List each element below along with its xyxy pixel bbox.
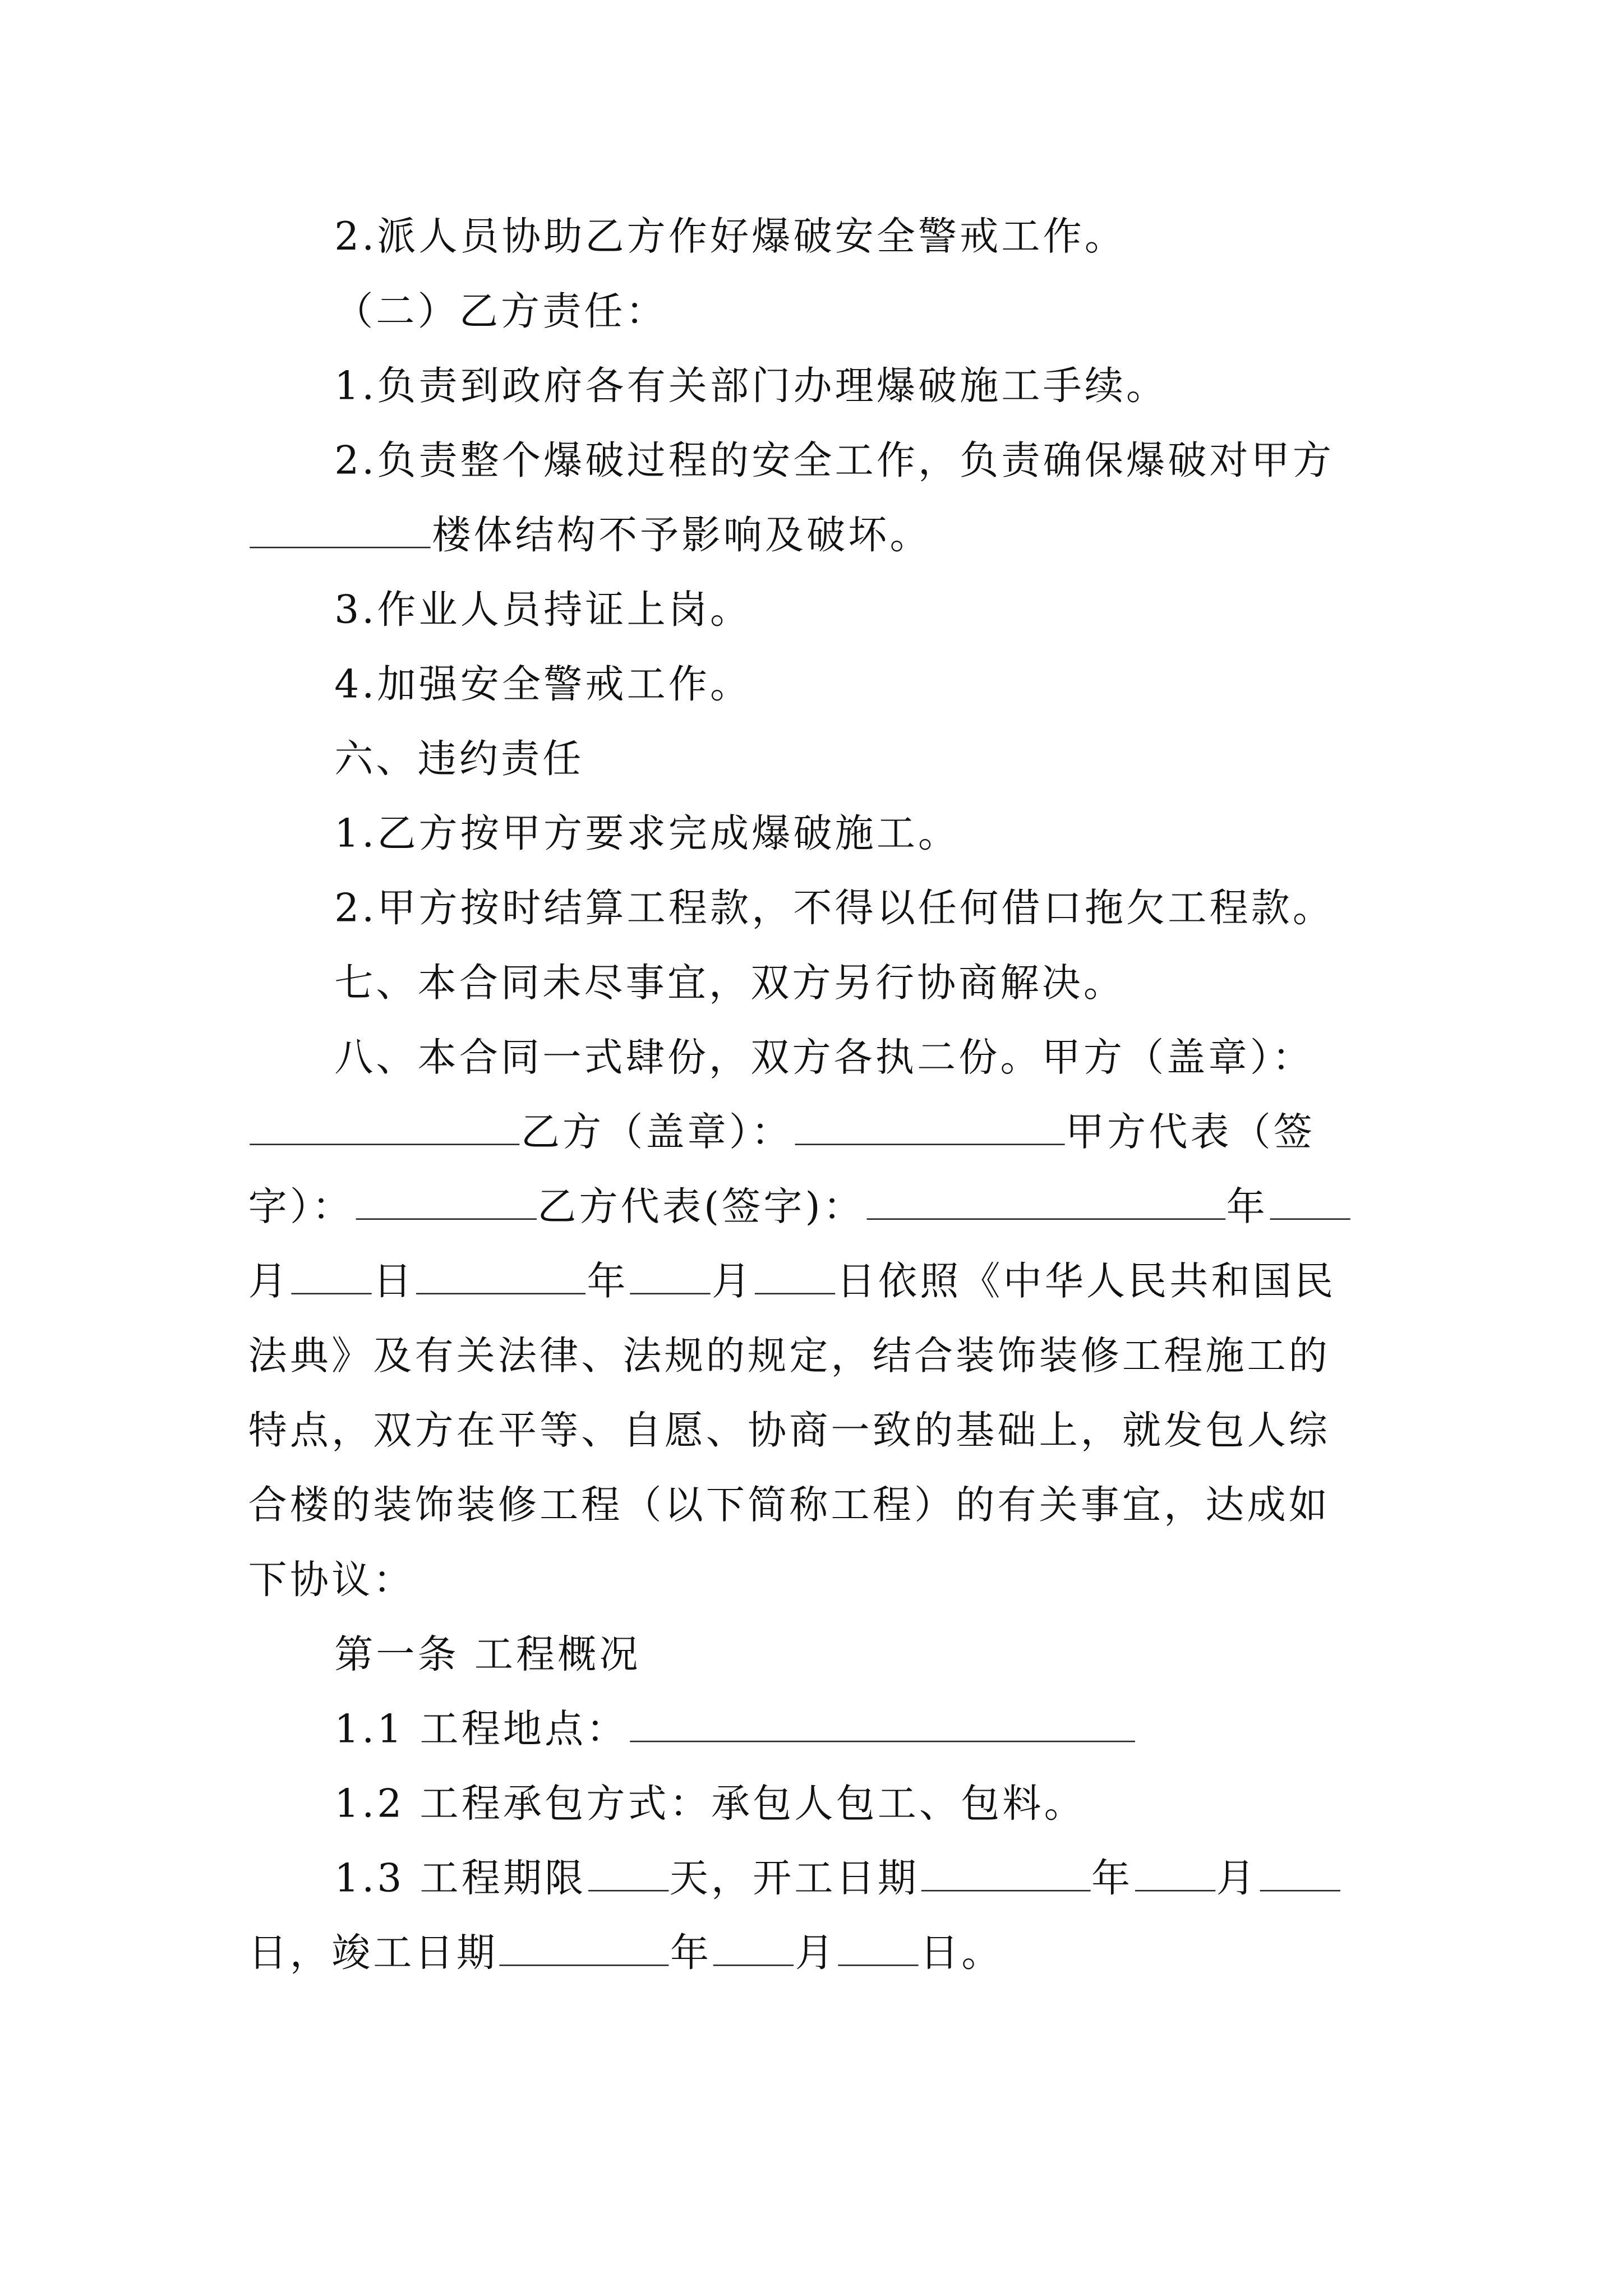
signature-line-1 bbox=[248, 1105, 1315, 1162]
text: 3.作业人员持证上岗。 bbox=[334, 588, 752, 633]
text: 合楼的装饰装修工程（以下简称工程）的有关事宜，达成如 bbox=[248, 1483, 1331, 1529]
fill-blank bbox=[355, 1179, 536, 1220]
clause-breach-2 bbox=[334, 881, 1334, 938]
text: 乙方（盖章）： bbox=[520, 1110, 793, 1155]
fill-blank bbox=[250, 508, 430, 548]
text: 1.1 工程地点： bbox=[334, 1707, 628, 1753]
fill-blank bbox=[755, 1254, 835, 1294]
text: 月 bbox=[248, 1260, 290, 1304]
signature-line-2 bbox=[248, 1179, 1352, 1237]
text: 字）： bbox=[248, 1185, 354, 1230]
text: 年 bbox=[670, 1931, 712, 1976]
clause-party-b-4 bbox=[334, 657, 751, 714]
fill-blank bbox=[794, 1105, 1064, 1145]
text: 日依照《中华人民共和国民 bbox=[836, 1260, 1336, 1304]
clause-party-a-2 bbox=[334, 210, 1126, 267]
date-line bbox=[248, 1254, 1336, 1311]
text: 1.负责到政府各有关部门办理爆破施工手续。 bbox=[334, 364, 1168, 409]
text: （二）乙方责任： bbox=[334, 289, 667, 335]
fill-blank bbox=[713, 1926, 794, 1966]
text: 第一条 工程概况 bbox=[334, 1633, 641, 1678]
text: 2.派人员协助乙方作好爆破安全警戒工作。 bbox=[334, 215, 1127, 260]
text: 六、违约责任 bbox=[334, 737, 584, 782]
text: 日 bbox=[373, 1260, 415, 1304]
clause-party-b-1 bbox=[334, 359, 1168, 416]
clause-breach-1 bbox=[334, 806, 960, 864]
text: 乙方代表(签字)： bbox=[537, 1185, 865, 1230]
fill-blank bbox=[921, 1851, 1090, 1892]
text: 日，竣工日期 bbox=[248, 1931, 498, 1976]
clause-party-b-2 bbox=[334, 434, 1334, 491]
text: 天，开工日期 bbox=[669, 1857, 919, 1902]
article-one-heading bbox=[334, 1628, 641, 1685]
fill-blank bbox=[250, 1105, 519, 1145]
clause-1-3 bbox=[334, 1851, 1341, 1908]
preamble-line-1 bbox=[248, 1329, 1330, 1386]
section-heading-breach bbox=[334, 732, 584, 789]
text: 年 bbox=[1091, 1857, 1133, 1902]
fill-blank bbox=[866, 1179, 1225, 1220]
clause-1-2 bbox=[334, 1777, 1086, 1834]
text: 2.甲方按时结算工程款，不得以任何借口拖欠工程款。 bbox=[334, 887, 1335, 932]
fill-blank bbox=[416, 1254, 585, 1294]
text: 2.负责整个爆破过程的安全工作，负责确保爆破对甲方 bbox=[334, 439, 1335, 484]
clause-party-b-3 bbox=[334, 583, 751, 640]
fill-blank bbox=[630, 1254, 710, 1294]
text: 4.加强安全警戒工作。 bbox=[334, 663, 752, 708]
text: 月 bbox=[712, 1260, 754, 1304]
section-heading-party-b bbox=[334, 284, 667, 342]
clause-party-b-2-cont bbox=[248, 508, 932, 565]
text: 1.2 工程承包方式：承包人包工、包料。 bbox=[334, 1782, 1086, 1827]
text: 特点，双方在平等、自愿、协商一致的基础上，就发包人综 bbox=[248, 1409, 1331, 1454]
text: 月 bbox=[795, 1931, 837, 1976]
text: 1.乙方按甲方要求完成爆破施工。 bbox=[334, 812, 960, 857]
clause-1-3-cont bbox=[248, 1926, 1003, 1983]
text: 下协议： bbox=[248, 1558, 415, 1603]
text: 1.3 工程期限 bbox=[334, 1857, 587, 1902]
fill-blank bbox=[1259, 1851, 1339, 1892]
fill-blank bbox=[1269, 1179, 1349, 1220]
fill-blank bbox=[499, 1926, 668, 1966]
preamble-line-2 bbox=[248, 1404, 1330, 1461]
text: 法典》及有关法律、法规的规定，结合装饰装修工程施工的 bbox=[248, 1334, 1331, 1380]
preamble-line-4 bbox=[248, 1553, 415, 1610]
text: 日。 bbox=[920, 1931, 1003, 1976]
clause-1-1 bbox=[334, 1702, 1136, 1759]
text: 八、本合同一式肆份，双方各执二份。甲方（盖章）： bbox=[334, 1036, 1314, 1081]
fill-blank bbox=[588, 1851, 668, 1892]
text: 楼体结构不予影响及破坏。 bbox=[432, 514, 932, 559]
preamble-line-3 bbox=[248, 1478, 1330, 1536]
text: 年 bbox=[587, 1260, 629, 1304]
fill-blank bbox=[291, 1254, 371, 1294]
fill-blank bbox=[838, 1926, 918, 1966]
text: 月 bbox=[1216, 1857, 1258, 1902]
clause-eight bbox=[334, 1030, 1313, 1087]
text: 年 bbox=[1226, 1185, 1268, 1230]
text: 甲方代表（签 bbox=[1065, 1110, 1316, 1155]
text: 七、本合同未尽事宜，双方另行协商解决。 bbox=[334, 961, 1126, 1006]
clause-seven bbox=[334, 956, 1125, 1013]
fill-blank bbox=[1135, 1851, 1215, 1892]
fill-blank bbox=[629, 1702, 1135, 1742]
